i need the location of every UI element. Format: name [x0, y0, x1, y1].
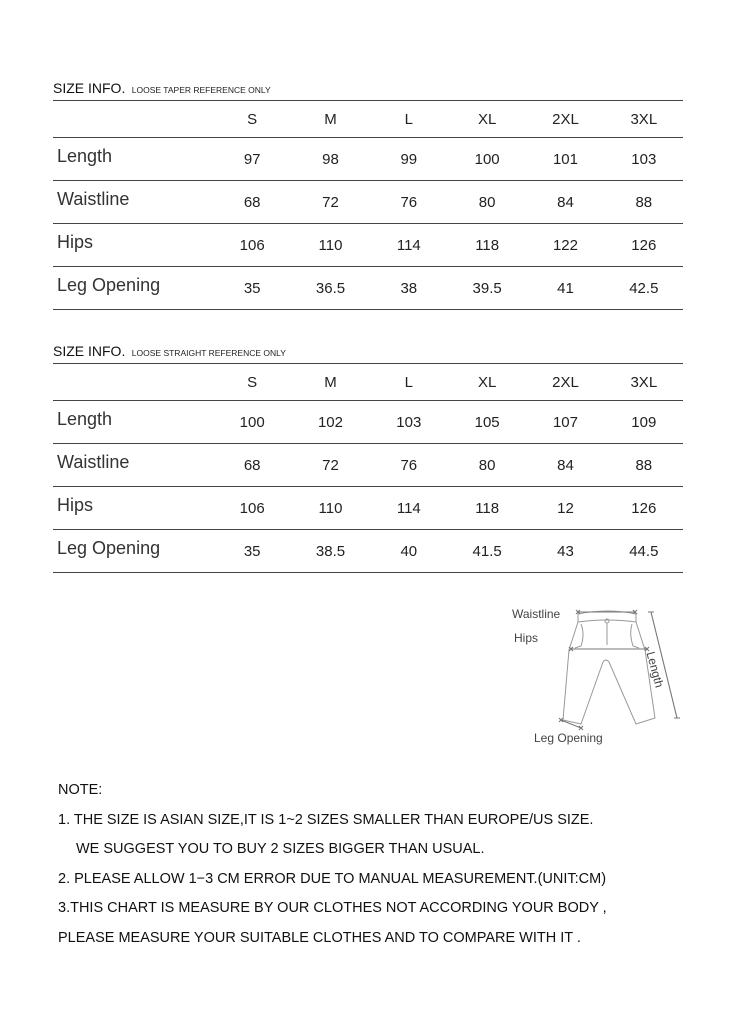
cell: 110 [291, 224, 369, 267]
size-header: L [370, 364, 448, 401]
table-row [53, 267, 683, 310]
cell: 106 [213, 487, 291, 530]
size-header: L [370, 101, 448, 138]
cell: 118 [448, 487, 526, 530]
size-table-straight [53, 343, 683, 573]
cell: 80 [448, 444, 526, 487]
cell: 41.5 [448, 530, 526, 573]
cell: 35 [213, 530, 291, 573]
row-label: Hips [53, 224, 213, 267]
diagram-label-length: Length [643, 650, 667, 690]
title-main: SIZE INFO. [53, 80, 126, 96]
table-row [53, 181, 683, 224]
title-main: SIZE INFO. [53, 343, 126, 359]
cell: 106 [213, 224, 291, 267]
size-header: 2XL [526, 364, 604, 401]
cell: 114 [370, 224, 448, 267]
diagram-label-waistline: Waistline [512, 607, 561, 621]
row-label: Leg Opening [53, 530, 213, 573]
table-row [53, 487, 683, 530]
cell: 12 [526, 487, 604, 530]
cell: 38.5 [291, 530, 369, 573]
table-title [53, 343, 683, 363]
cell: 39.5 [448, 267, 526, 310]
cell: 107 [526, 401, 604, 444]
size-header: 2XL [526, 101, 604, 138]
cell: 43 [526, 530, 604, 573]
cell: 126 [605, 224, 683, 267]
size-table [53, 363, 683, 573]
note-line: WE SUGGEST YOU TO BUY 2 SIZES BIGGER THAN USUAL. [76, 841, 485, 857]
diagram-label-hips: Hips [514, 631, 539, 645]
cell: 84 [526, 444, 604, 487]
notes-heading: NOTE: [58, 782, 103, 798]
cell: 99 [370, 138, 448, 181]
cell: 41 [526, 267, 604, 310]
size-header: S [213, 364, 291, 401]
pants-measurement-icon [505, 600, 695, 750]
row-label: Waistline [53, 444, 213, 487]
size-header: M [291, 364, 369, 401]
cell: 35 [213, 267, 291, 310]
cell: 68 [213, 444, 291, 487]
size-header: XL [448, 364, 526, 401]
cell: 122 [526, 224, 604, 267]
cell: 100 [448, 138, 526, 181]
cell: 72 [291, 181, 369, 224]
cell: 103 [605, 138, 683, 181]
header-row [53, 364, 683, 401]
cell: 100 [213, 401, 291, 444]
cell: 105 [448, 401, 526, 444]
header-row [53, 101, 683, 138]
corner-cell [53, 101, 213, 138]
table-title [53, 80, 683, 100]
cell: 126 [605, 487, 683, 530]
size-table [53, 100, 683, 310]
row-label: Leg Opening [53, 267, 213, 310]
title-subtitle: LOOSE TAPER REFERENCE ONLY [131, 85, 271, 95]
cell: 98 [291, 138, 369, 181]
cell: 109 [605, 401, 683, 444]
cell: 84 [526, 181, 604, 224]
table-row [53, 401, 683, 444]
cell: 97 [213, 138, 291, 181]
cell: 38 [370, 267, 448, 310]
size-table-taper [53, 80, 683, 310]
size-header: S [213, 101, 291, 138]
size-header: 3XL [605, 364, 683, 401]
cell: 114 [370, 487, 448, 530]
cell: 88 [605, 444, 683, 487]
table-row [53, 138, 683, 181]
cell: 110 [291, 487, 369, 530]
size-header: 3XL [605, 101, 683, 138]
note-line: PLEASE MEASURE YOUR SUITABLE CLOTHES AND TO COMPARE WITH IT . [58, 929, 581, 946]
cell: 72 [291, 444, 369, 487]
table-row [53, 530, 683, 573]
table-row [53, 444, 683, 487]
note-line: 2. PLEASE ALLOW 1−3 CM ERROR DUE TO MANUAL MEASUREMENT.(UNIT:CM) [58, 870, 607, 887]
cell: 42.5 [605, 267, 683, 310]
cell: 44.5 [605, 530, 683, 573]
row-label: Waistline [53, 181, 213, 224]
cell: 80 [448, 181, 526, 224]
cell: 102 [291, 401, 369, 444]
size-header: M [291, 101, 369, 138]
cell: 76 [370, 444, 448, 487]
cell: 103 [370, 401, 448, 444]
title-subtitle: LOOSE STRAIGHT REFERENCE ONLY [131, 348, 286, 358]
cell: 118 [448, 224, 526, 267]
row-label: Length [53, 401, 213, 444]
cell: 101 [526, 138, 604, 181]
pants-diagram [505, 600, 695, 750]
cell: 76 [370, 181, 448, 224]
notes-section [58, 780, 698, 957]
cell: 68 [213, 181, 291, 224]
row-label: Hips [53, 487, 213, 530]
table-row [53, 224, 683, 267]
note-line: 1. THE SIZE IS ASIAN SIZE,IT IS 1~2 SIZES SMALLER THAN EUROPE/US SIZE. [58, 811, 594, 828]
cell: 88 [605, 181, 683, 224]
cell: 36.5 [291, 267, 369, 310]
diagram-label-leg-opening: Leg Opening [534, 731, 603, 745]
corner-cell [53, 364, 213, 401]
row-label: Length [53, 138, 213, 181]
size-header: XL [448, 101, 526, 138]
note-line: 3.THIS CHART IS MEASURE BY OUR CLOTHES NOT ACCORDING YOUR BODY , [58, 900, 607, 916]
cell: 40 [370, 530, 448, 573]
